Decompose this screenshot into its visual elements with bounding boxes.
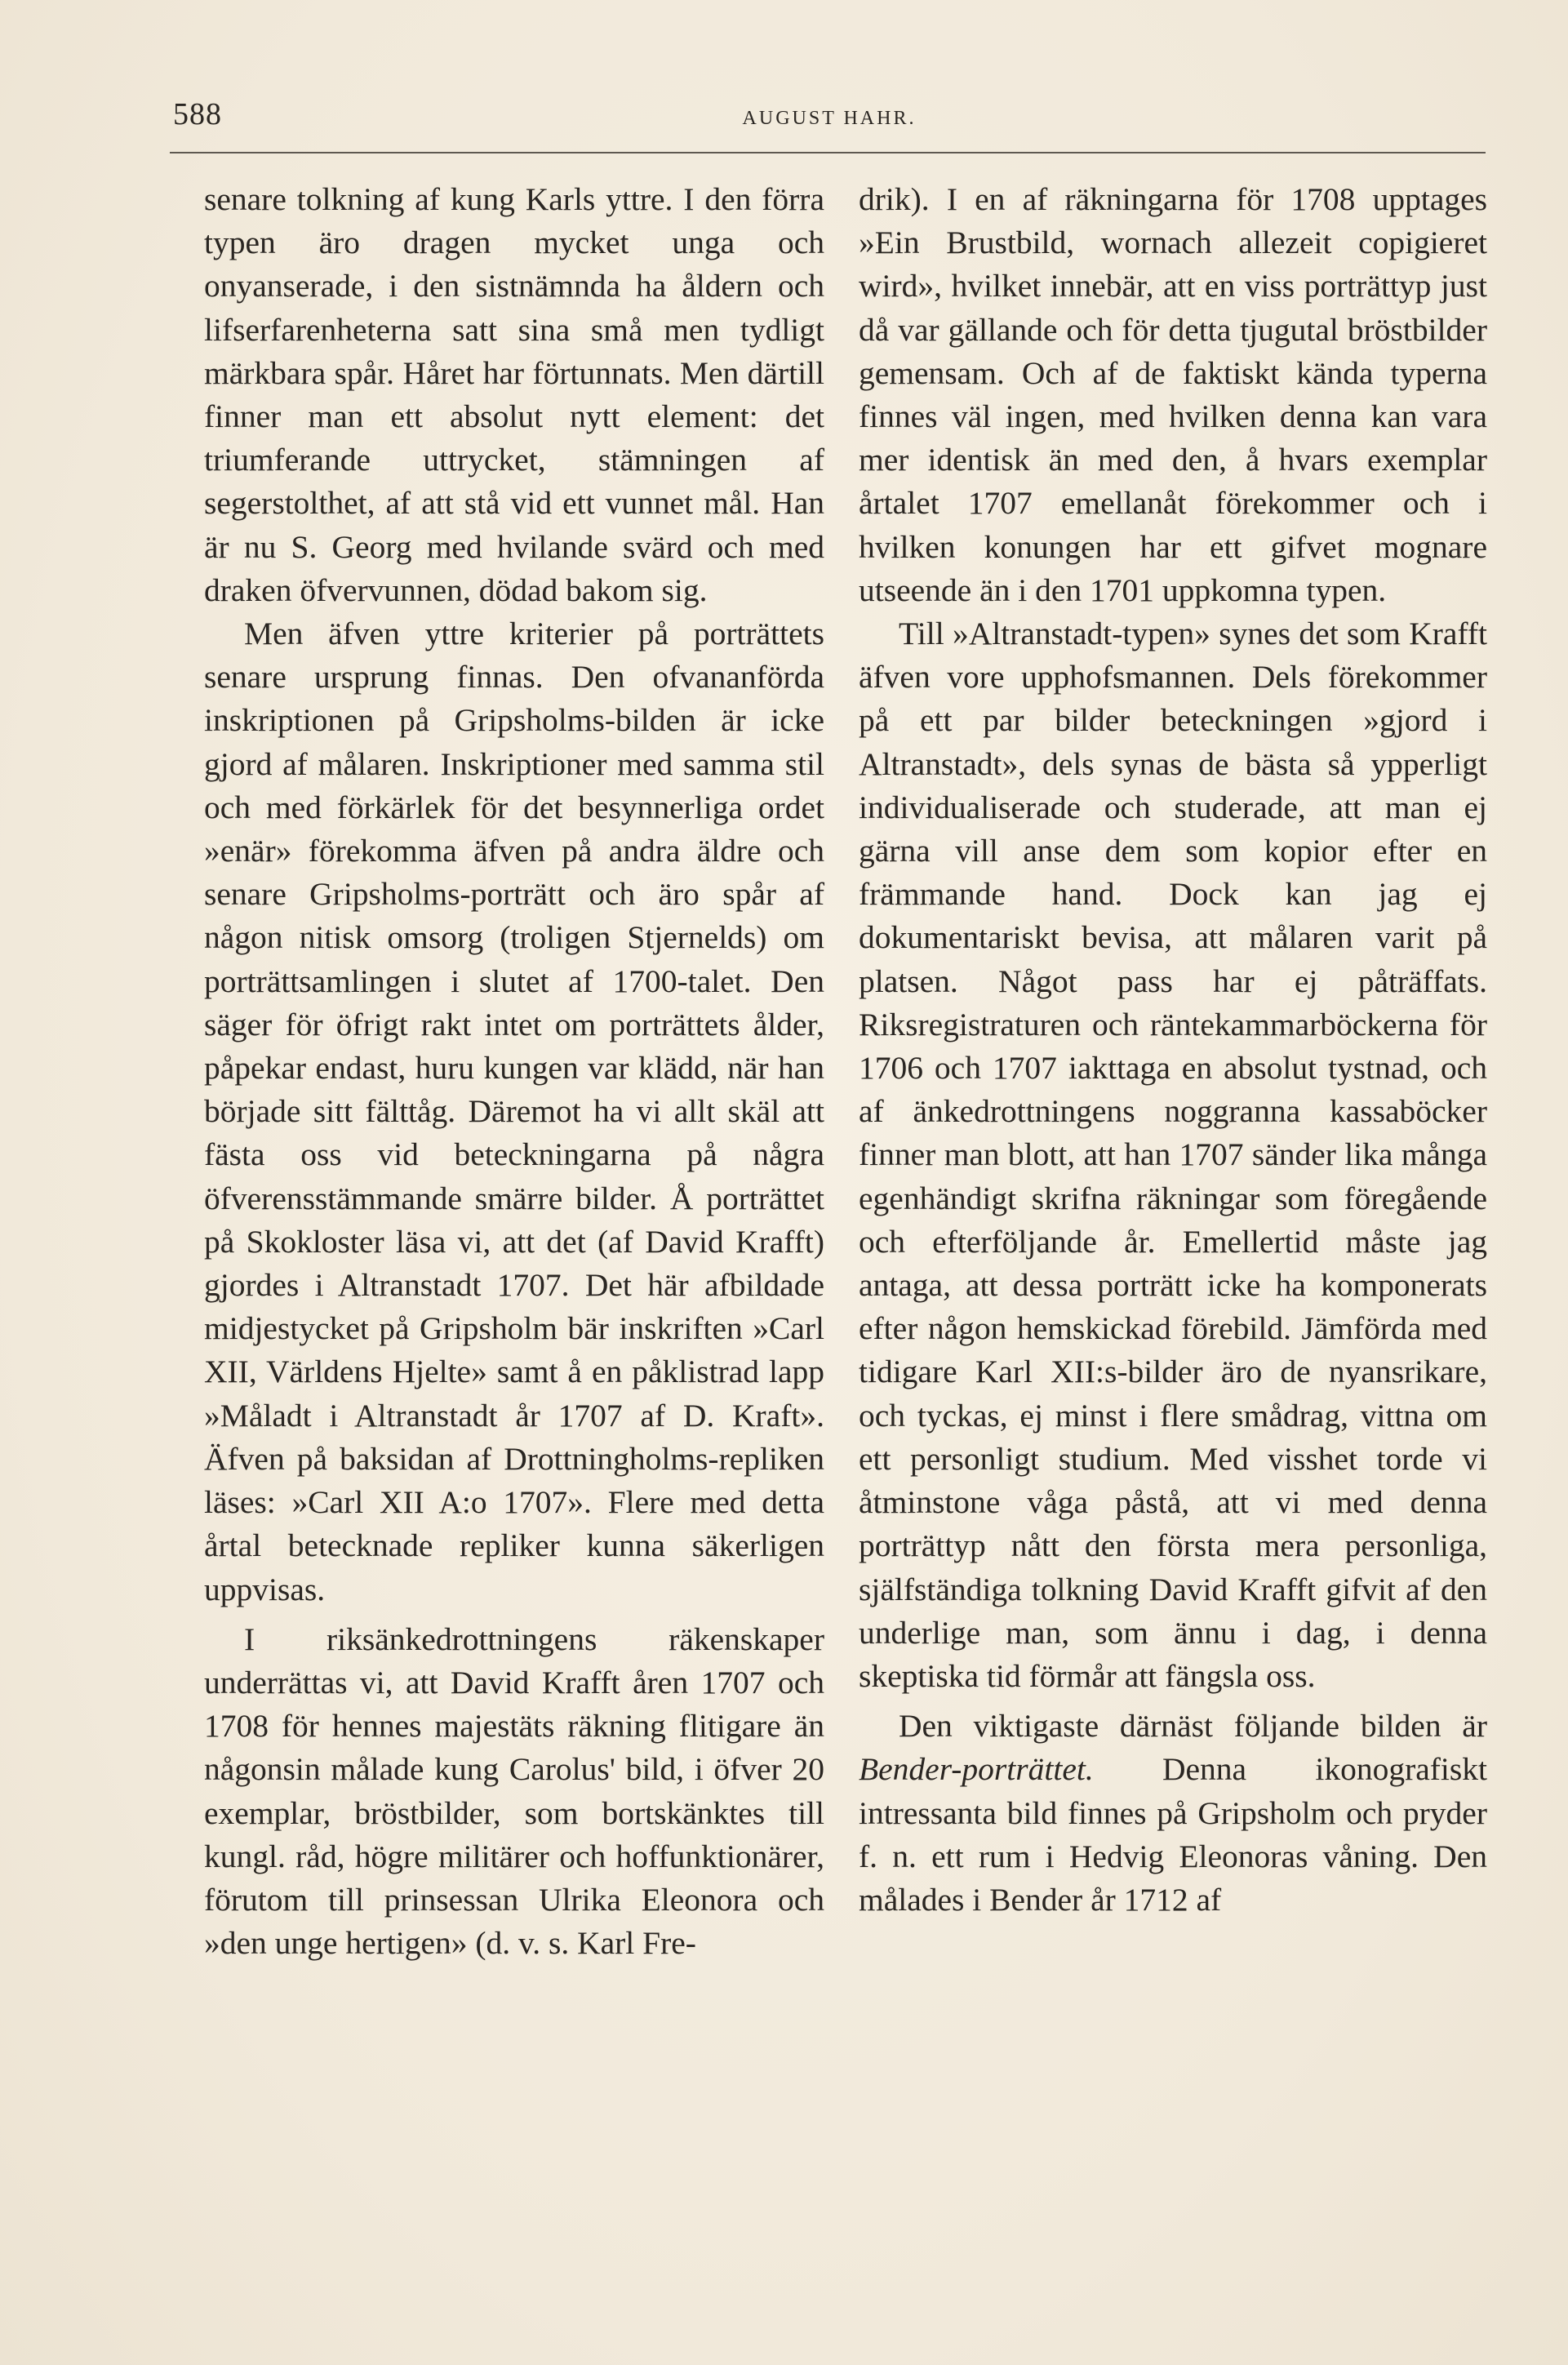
- paragraph: [859, 1705, 1487, 1922]
- paragraph: Till »Altranstadt-typen» synes det som Krafft äfven vore upphofsmannen. Dels förekommer på ett par bilder beteckningen »gjord i Altranstadt», dels synas de bästa så ypperligt individualiserade och studerade, att man ej gärna vill anse dem som kopior efter en främmande hand. Dock kan jag ej dokumentariskt bevisa, att målaren varit på platsen. Något pass har ej påträffats. Riksregistraturen och räntekammarböckerna för 1706 och 1707 iakttaga en absolut tystnad, och af änkedrottningens noggranna kassaböcker finner man blott, att han 1707 sänder lika många egenhändigt skrifna räkningar som föregående och efterföljande år. Emellertid måste jag antaga, att dessa porträtt icke ha komponerats efter någon hemskickad förebild. Jämförda med tidigare Karl XII:s-bilder äro de nyansrikare, och tyckas, ej minst i flere smådrag, vittna om ett personligt studium. Med visshet torde vi åtminstone våga påstå, att vi med denna porträttyp nått den första mera personliga, själfständiga tolkning David Krafft gifvit af den underlige man, som ännu i dag, i denna skeptiska tid förmår att fängsla oss.: [859, 616, 1487, 1694]
- header-rule: [170, 152, 1486, 153]
- paragraph: I riksänkedrottningens räkenskaper underrättas vi, att David Krafft åren 1707 och 1708 för hennes majestäts räkning flitigare än någonsin målade kung Carolus' bild, i öfver 20 exemplar, bröstbilder, som bortskänktes till kungl. råd, högre militärer och hoffunktionärer, förutom till prinsessan Ulrika Eleonora och »den unge hertigen» (d. v. s. Karl Fre-: [204, 1620, 824, 1962]
- page-number: 588: [173, 97, 222, 131]
- paragraph-text: Denna ikonografiskt intressanta bild finnes på Gripsholm och pryder f. n. ett rum i Hedvig Eleonoras våning. Den målades i Bender år 1712 af: [859, 1751, 1487, 1918]
- paragraph: senare tolkning af kung Karls yttre. I den förra typen äro dragen mycket unga och onyanserade, i den sistnämnda ha åldern och lifserfarenheterna satt sina små men tydligt märkbara spår. Håret har förtunnats. Men därtill finner man ett absolut nytt element: det triumferande uttrycket, stämningen af segerstolthet, af att stå vid ett vunnet mål. Han är nu S. Georg med hvilande svärd och med draken öfvervunnen, dödad bakom sig.: [204, 181, 824, 608]
- left-column: [204, 178, 824, 1965]
- italic-title: Bender-porträttet.: [859, 1751, 1094, 1788]
- page-header: [173, 96, 1486, 145]
- paragraph-text: Den viktigaste därnäst följande bilden är: [899, 1708, 1487, 1745]
- paragraph: Men äfven yttre kriterier på porträttets senare ursprung finnas. Den ofvananförda inskriptionen på Gripsholms-bilden är icke gjord af målaren. Inskriptioner med samma stil och med förkärlek för det besynnerliga ordet »enär» förekomma äfven på andra äldre och senare Gripsholms-porträtt och äro spår af någon nitisk omsorg (troligen Stjernelds) om porträttsamlingen i slutet af 1700-talet. Den säger för öfrigt rakt intet om porträttets ålder, påpekar endast, huru kungen var klädd, när han började sitt fälttåg. Däremot ha vi allt skäl att fästa oss vid beteckningarna på några öfverensstämmande smärre bilder. Å porträttet på Skokloster läsa vi, att det (af David Krafft) gjordes i Altranstadt 1707. Det här afbildade midjestycket på Gripsholm bär inskriften »Carl XII, Världens Hjelte» samt å en påklistrad lapp »Måladt i Altranstadt år 1707 af D. Kraft». Äfven på baksidan af Drottningholms-repliken läses: »Carl XII A:o 1707». Flere med detta årtal betecknade repliker kunna säkerligen uppvisas.: [204, 616, 824, 1607]
- right-column: [859, 178, 1487, 1922]
- running-head: AUGUST HAHR.: [742, 108, 917, 129]
- paragraph: drik). I en af räkningarna för 1708 upptages »Ein Brustbild, wornach allezeit copigieret wird», hvilket innebär, att en viss porträttyp just då var gällande och för detta tjugutal bröstbilder gemensam. Och af de faktiskt kända typerna finnes väl ingen, med hvilken denna kan vara mer identisk än med den, å hvars exemplar årtalet 1707 emellanåt förekommer och i hvilken konungen har ett gifvet mognare utseende än i den 1701 uppkomna typen.: [859, 181, 1487, 608]
